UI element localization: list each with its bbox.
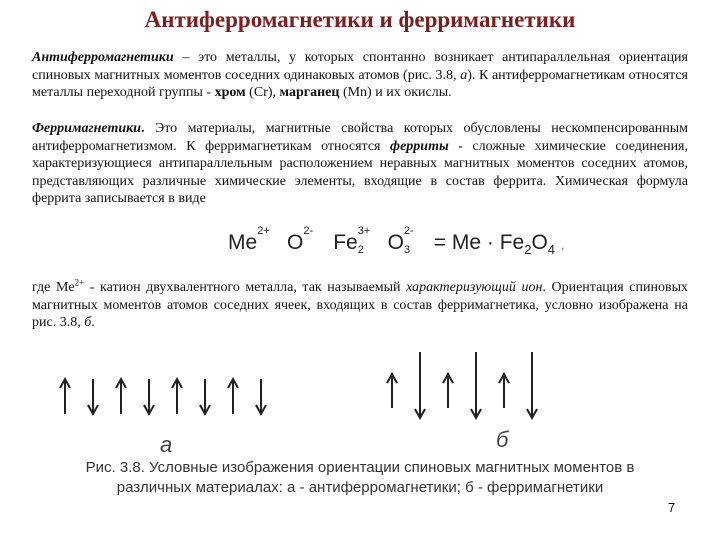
p1-text1: – это металлы, у которых спонтанно возникает антипараллельная ориентация спиновых магнитных моментов соседних одинаковых атомов (рис. 3.8, bbox=[32, 50, 688, 83]
formula-rhs-o: O bbox=[531, 231, 548, 254]
formula-o1-symbol: O bbox=[287, 231, 304, 254]
spin-arrow-b-1-up bbox=[387, 374, 397, 408]
formula-rhs-o-count: 4 bbox=[547, 242, 556, 257]
p3-cation-charge: 2+ bbox=[74, 277, 85, 288]
formula-comma: , bbox=[561, 238, 565, 252]
p3-figure-ref: б bbox=[84, 315, 92, 331]
chromium-symbol: (Cr), bbox=[245, 85, 280, 101]
spin-arrow-a-7-up bbox=[228, 379, 238, 414]
formula-o2-count: 3 bbox=[403, 244, 411, 256]
formula-o1 bbox=[287, 225, 314, 255]
term-ferrites: ферриты bbox=[390, 138, 449, 154]
formula-me bbox=[228, 225, 270, 255]
spin-arrow-b-6-down bbox=[527, 352, 537, 418]
figure-label-a: а bbox=[160, 432, 173, 457]
spin-arrow-b-3-up bbox=[443, 374, 453, 408]
spin-arrows-figure bbox=[0, 352, 720, 432]
formula-fe-charge: 3+ bbox=[357, 225, 371, 237]
spin-arrow-a-5-up bbox=[172, 379, 182, 414]
p3-text3: . Ориентация спиновых магнитных моментов атомов соседних ячеек, входящих в состав ферримагнетика, условно изображена на рис. 3.8, bbox=[32, 280, 688, 331]
spin-arrow-b-4-down bbox=[471, 352, 481, 418]
p1-figure-ref: а bbox=[460, 67, 468, 83]
figure-caption bbox=[0, 458, 720, 498]
paragraph-cation bbox=[32, 279, 688, 332]
formula-me-charge: 2+ bbox=[257, 225, 270, 237]
term-ferrimagnets-dot: . bbox=[141, 121, 145, 136]
paragraph-antiferromagnets bbox=[32, 49, 688, 102]
p3-text1: где Me bbox=[32, 280, 75, 295]
caption-line-2: различных материалах: а - антиферромагнетики; б - ферримагнетики bbox=[116, 479, 604, 496]
spin-arrow-a-1-up bbox=[60, 379, 70, 414]
formula-o1-charge: 2- bbox=[303, 225, 314, 237]
spin-arrow-b-2-down bbox=[415, 352, 425, 418]
formula-fe-symbol: Fe bbox=[333, 231, 358, 254]
spin-arrow-a-2-down bbox=[88, 379, 98, 414]
p1-text2: ). К антиферромагнетикам относятся металлы переходной группы - bbox=[32, 67, 688, 101]
manganese-symbol: (Mn) и их окислы. bbox=[339, 85, 452, 101]
formula-rhs-fe-count: 2 bbox=[524, 242, 532, 257]
formula-rhs: = Me · Fe bbox=[433, 231, 525, 254]
spin-arrow-a-4-down bbox=[144, 379, 154, 414]
ferrite-formula bbox=[228, 225, 565, 271]
spin-arrow-b-5-up bbox=[499, 374, 509, 408]
formula-me-symbol: Me bbox=[228, 231, 258, 254]
p2-text1: Это материалы, магнитные свойства которых обусловлены нескомпенсированным антиферромагнетизмом. К ферримагнетикам относятся bbox=[32, 121, 688, 154]
formula-o2 bbox=[387, 225, 414, 256]
term-antiferromagnets: Антиферромагнетики bbox=[32, 50, 174, 65]
figure-label-b: б bbox=[496, 427, 509, 452]
spin-arrow-a-8-down bbox=[256, 379, 266, 414]
page-number: 7 bbox=[668, 500, 676, 515]
caption-line-1: Рис. 3.8. Условные изображения ориентации спиновых магнитных моментов в bbox=[85, 459, 635, 476]
p2-text2: - сложные химические соединения, характеризующиеся антипараллельным расположением неравных магнитных моментов соседних атомов, представляющих различные химические элементы, входящие в состав феррита. Химическая формула феррита записывается в виде bbox=[32, 138, 688, 207]
paragraph-ferrimagnets bbox=[32, 120, 688, 208]
spin-arrow-a-6-down bbox=[200, 379, 210, 414]
formula-o2-symbol: O bbox=[387, 231, 404, 254]
term-ferrimagnets: Ферримагнетики bbox=[32, 121, 142, 136]
formula-fe-count: 2 bbox=[357, 244, 364, 256]
formula-fe bbox=[333, 225, 371, 256]
slide-title: Антиферромагнетики и ферримагнетики bbox=[144, 7, 576, 32]
term-chromium: хром bbox=[214, 85, 246, 101]
term-manganese: марганец bbox=[279, 85, 340, 101]
formula-o2-charge: 2- bbox=[403, 225, 414, 237]
p3-text2: - катион двухвалентного металла, так называемый bbox=[84, 280, 407, 295]
p3-end: . bbox=[91, 315, 95, 331]
term-characteristic-ion: характеризующий ион bbox=[406, 280, 543, 295]
spin-arrow-a-3-up bbox=[116, 379, 126, 414]
